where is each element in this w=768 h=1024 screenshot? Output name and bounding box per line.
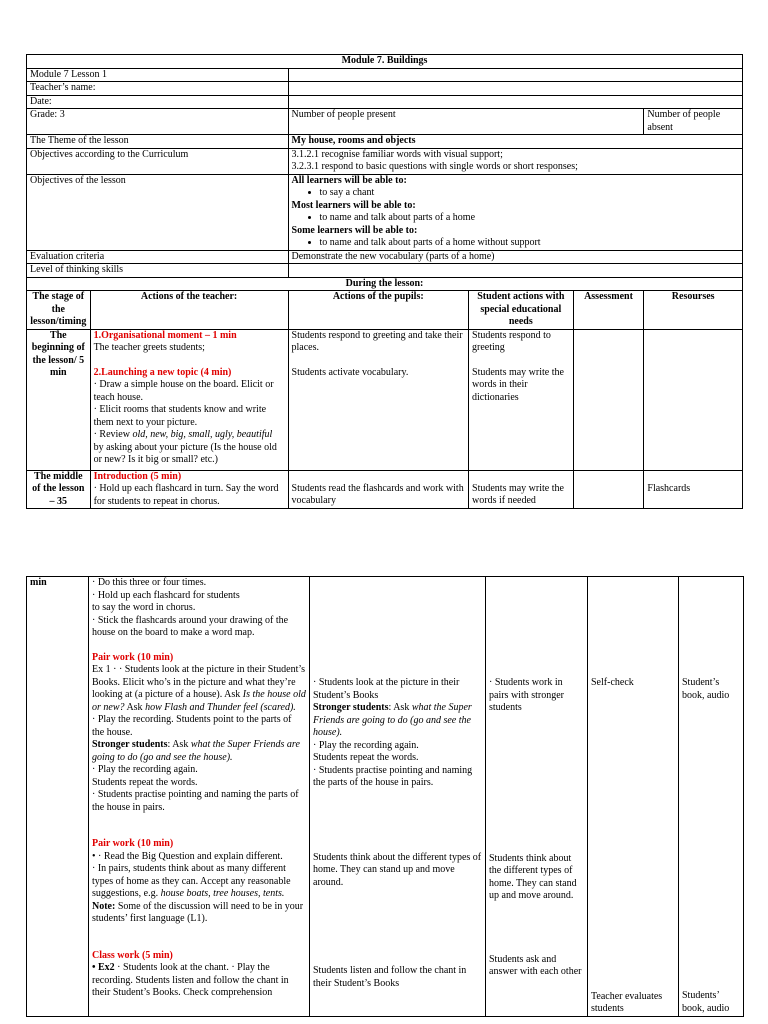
- theme-value: My house, rooms and objects: [288, 135, 742, 149]
- pupils-middle-continued: [310, 577, 486, 1017]
- pupils-activate: Students activate vocabulary.: [291, 366, 409, 378]
- pair-1-assessment: Self-check: [591, 677, 634, 688]
- col-teacher-header: Actions of the teacher:: [90, 291, 288, 330]
- col-pupils-header: Actions of the pupils:: [288, 291, 469, 330]
- stage-middle: The middle of the lesson – 35: [27, 470, 91, 509]
- launch-heading: 2.Launching a new topic (4 min): [93, 366, 232, 378]
- thinking-label: Level of thinking skills: [27, 264, 289, 278]
- lesson-label: Module 7 Lesson 1: [27, 68, 289, 82]
- class-work-assessment: Teacher evaluates students: [591, 990, 663, 1014]
- launch-step-3: · Review old, new, big, small, ugly, beautiful by asking about your picture (Is the house old or new? Is it big or small? etc.): [93, 429, 277, 465]
- special-middle: Students may write the words if needed: [469, 470, 574, 509]
- org-text: The teacher greets students;: [93, 342, 205, 353]
- resources-middle-continued: [679, 577, 744, 1017]
- evaluation-label: Evaluation criteria: [27, 250, 289, 264]
- teacher-beginning: [90, 329, 288, 470]
- teacher-middle-continued: [89, 577, 310, 1017]
- org-heading: 1.Organisational moment – 1 min: [93, 329, 237, 341]
- pair-1-pupils-2: · Play the recording again.: [313, 739, 419, 751]
- objectives-label: Objectives of the lesson: [27, 174, 289, 250]
- lesson-plan-table-continued: [26, 576, 744, 1017]
- some-learners-item: • to name and talk about parts of a home without support: [320, 237, 739, 250]
- intro-heading: Introduction (5 min): [93, 470, 182, 482]
- module-title: Module 7. Buildings: [27, 55, 743, 69]
- launch-step-1: · Draw a simple house on the board. Elicit or teach house.: [93, 379, 274, 403]
- class-work-pupils: Students listen and follow the chant in their Student’s Books: [313, 965, 467, 989]
- during-lesson-title: During the lesson:: [27, 277, 743, 291]
- pair-work-1-heading: Pair work (10 min): [92, 651, 174, 663]
- objectives-value: [288, 174, 742, 250]
- col-special-header: Student actions with special educational needs: [469, 291, 574, 330]
- theme-label: The Theme of the lesson: [27, 135, 289, 149]
- teacher-label: Teacher’s name:: [27, 82, 289, 96]
- curriculum-value: [288, 148, 742, 174]
- most-learners-item: • to name and talk about parts of a home: [320, 212, 739, 225]
- pair-1-pupils-4: · Students practise pointing and naming the parts of the house in pairs.: [313, 764, 473, 788]
- pair-work-1-step-c: Stronger students: Ask what the Super Friends are going to do (go and see the house).: [92, 739, 300, 763]
- curriculum-label: Objectives according to the Curriculum: [27, 148, 289, 174]
- pair-1-special: · Students work in pairs with stronger students: [489, 677, 564, 713]
- stage-middle-continued: min: [27, 577, 89, 1017]
- special-middle-continued: [486, 577, 588, 1017]
- pair-work-1-step-f: · Students practise pointing and naming the parts of the house in pairs.: [92, 789, 299, 813]
- absent-label: Number of people absent: [644, 109, 743, 135]
- pair-work-2-step-a: • · Read the Big Question and explain different.: [92, 850, 283, 862]
- pair-1-pupils-stronger: Stronger students: Ask what the Super Friends are going to do (go and see the house).: [313, 702, 472, 738]
- resources-middle: Flashcards: [644, 470, 743, 509]
- pair-2-special: Students think about the different types of home. They can stand up and move around.: [489, 852, 577, 901]
- pair-1-pupils-1: · Students look at the picture in their Student’s Books: [313, 677, 460, 701]
- class-work-step-a: • Ex2 · Students look at the chant. · Play the recording. Students listen and follow the chant in their Student’s Books. Check comprehension: [92, 962, 289, 998]
- pupils-beginning: [288, 329, 469, 470]
- class-work-special: Students ask and answer with each other: [489, 953, 582, 977]
- pair-1-pupils-3: Students repeat the words.: [313, 752, 419, 763]
- class-work-heading: Class work (5 min): [92, 949, 173, 961]
- special-dictionaries: Students may write the words in their dictionaries: [472, 366, 564, 403]
- pupils-middle: Students read the flashcards and work with vocabulary: [288, 470, 469, 509]
- pair-work-2-note: Note: Some of the discussion will need to be in your students’ first language (L1).: [92, 900, 304, 924]
- all-learners-label: All learners will be able to:: [291, 174, 407, 186]
- special-greeting: Students respond to greeting: [472, 329, 551, 353]
- pair-2-pupils: Students think about the different types of home. They can stand up and move around.: [313, 851, 482, 888]
- some-learners-label: Some learners will be able to:: [291, 224, 418, 236]
- pair-work-2-step-b: · In pairs, students think about as many different types of home as they can. Accept any reasonable suggestions, e.g. house boats, tree houses, tents.: [92, 863, 291, 899]
- launch-step-2: · Elicit rooms that students know and write them next to your picture.: [93, 404, 267, 428]
- col-stage-header: The stage of the lesson/timing: [27, 291, 91, 330]
- class-work-resources: Students’ book, audio: [682, 990, 730, 1014]
- col-assessment-header: Assessment: [573, 291, 644, 330]
- evaluation-value: Demonstrate the new vocabulary (parts of a home): [288, 250, 742, 264]
- date-label: Date:: [27, 95, 289, 109]
- pair-work-1-step-e: Students repeat the words.: [92, 776, 198, 788]
- stage-beginning: The beginning of the lesson/ 5 min: [27, 329, 91, 470]
- pair-work-2-heading: Pair work (10 min): [92, 838, 174, 849]
- pair-work-1-step-a: Ex 1 · · Students look at the picture in their Student’s Books. Elicit who’s in the picture and what they’re looking at (a picture of a house). Ask Is the house old or new? Ask how Flash and Thunder feel (scared).: [92, 664, 306, 713]
- intro-step-1: · Do this three or four times.: [92, 577, 207, 588]
- col-resources-header: Resourses: [644, 291, 743, 330]
- pair-work-1-step-d: · Play the recording again.: [92, 764, 198, 775]
- most-learners-label: Most learners will be able to:: [291, 199, 416, 211]
- all-learners-item: • to say a chant: [320, 187, 739, 200]
- pupils-greeting: Students respond to greeting and take their places.: [291, 329, 463, 353]
- pair-1-resources: Student’s book, audio: [682, 677, 730, 701]
- special-beginning: [469, 329, 574, 470]
- assessment-middle-continued: [588, 577, 679, 1017]
- intro-step-3: · Stick the flashcards around your drawing of the house on the board to make a word map.: [92, 614, 289, 638]
- teacher-middle: [90, 470, 288, 509]
- lesson-plan-table: [26, 54, 743, 509]
- present-label: Number of people present: [288, 109, 644, 135]
- intro-text: · Hold up each flashcard in turn. Say the word for students to repeat in chorus.: [93, 483, 279, 507]
- intro-step-2: · Hold up each flashcard for students to say the word in chorus.: [92, 589, 240, 613]
- grade-label: Grade: 3: [27, 109, 289, 135]
- curriculum-objective-1: 3.1.2.1 recognise familiar words with visual support;: [291, 148, 503, 160]
- curriculum-objective-2: 3.2.3.1 respond to basic questions with single words or short responses;: [291, 161, 578, 172]
- pair-work-1-step-b: · Play the recording. Students point to the parts of the house.: [92, 714, 292, 738]
